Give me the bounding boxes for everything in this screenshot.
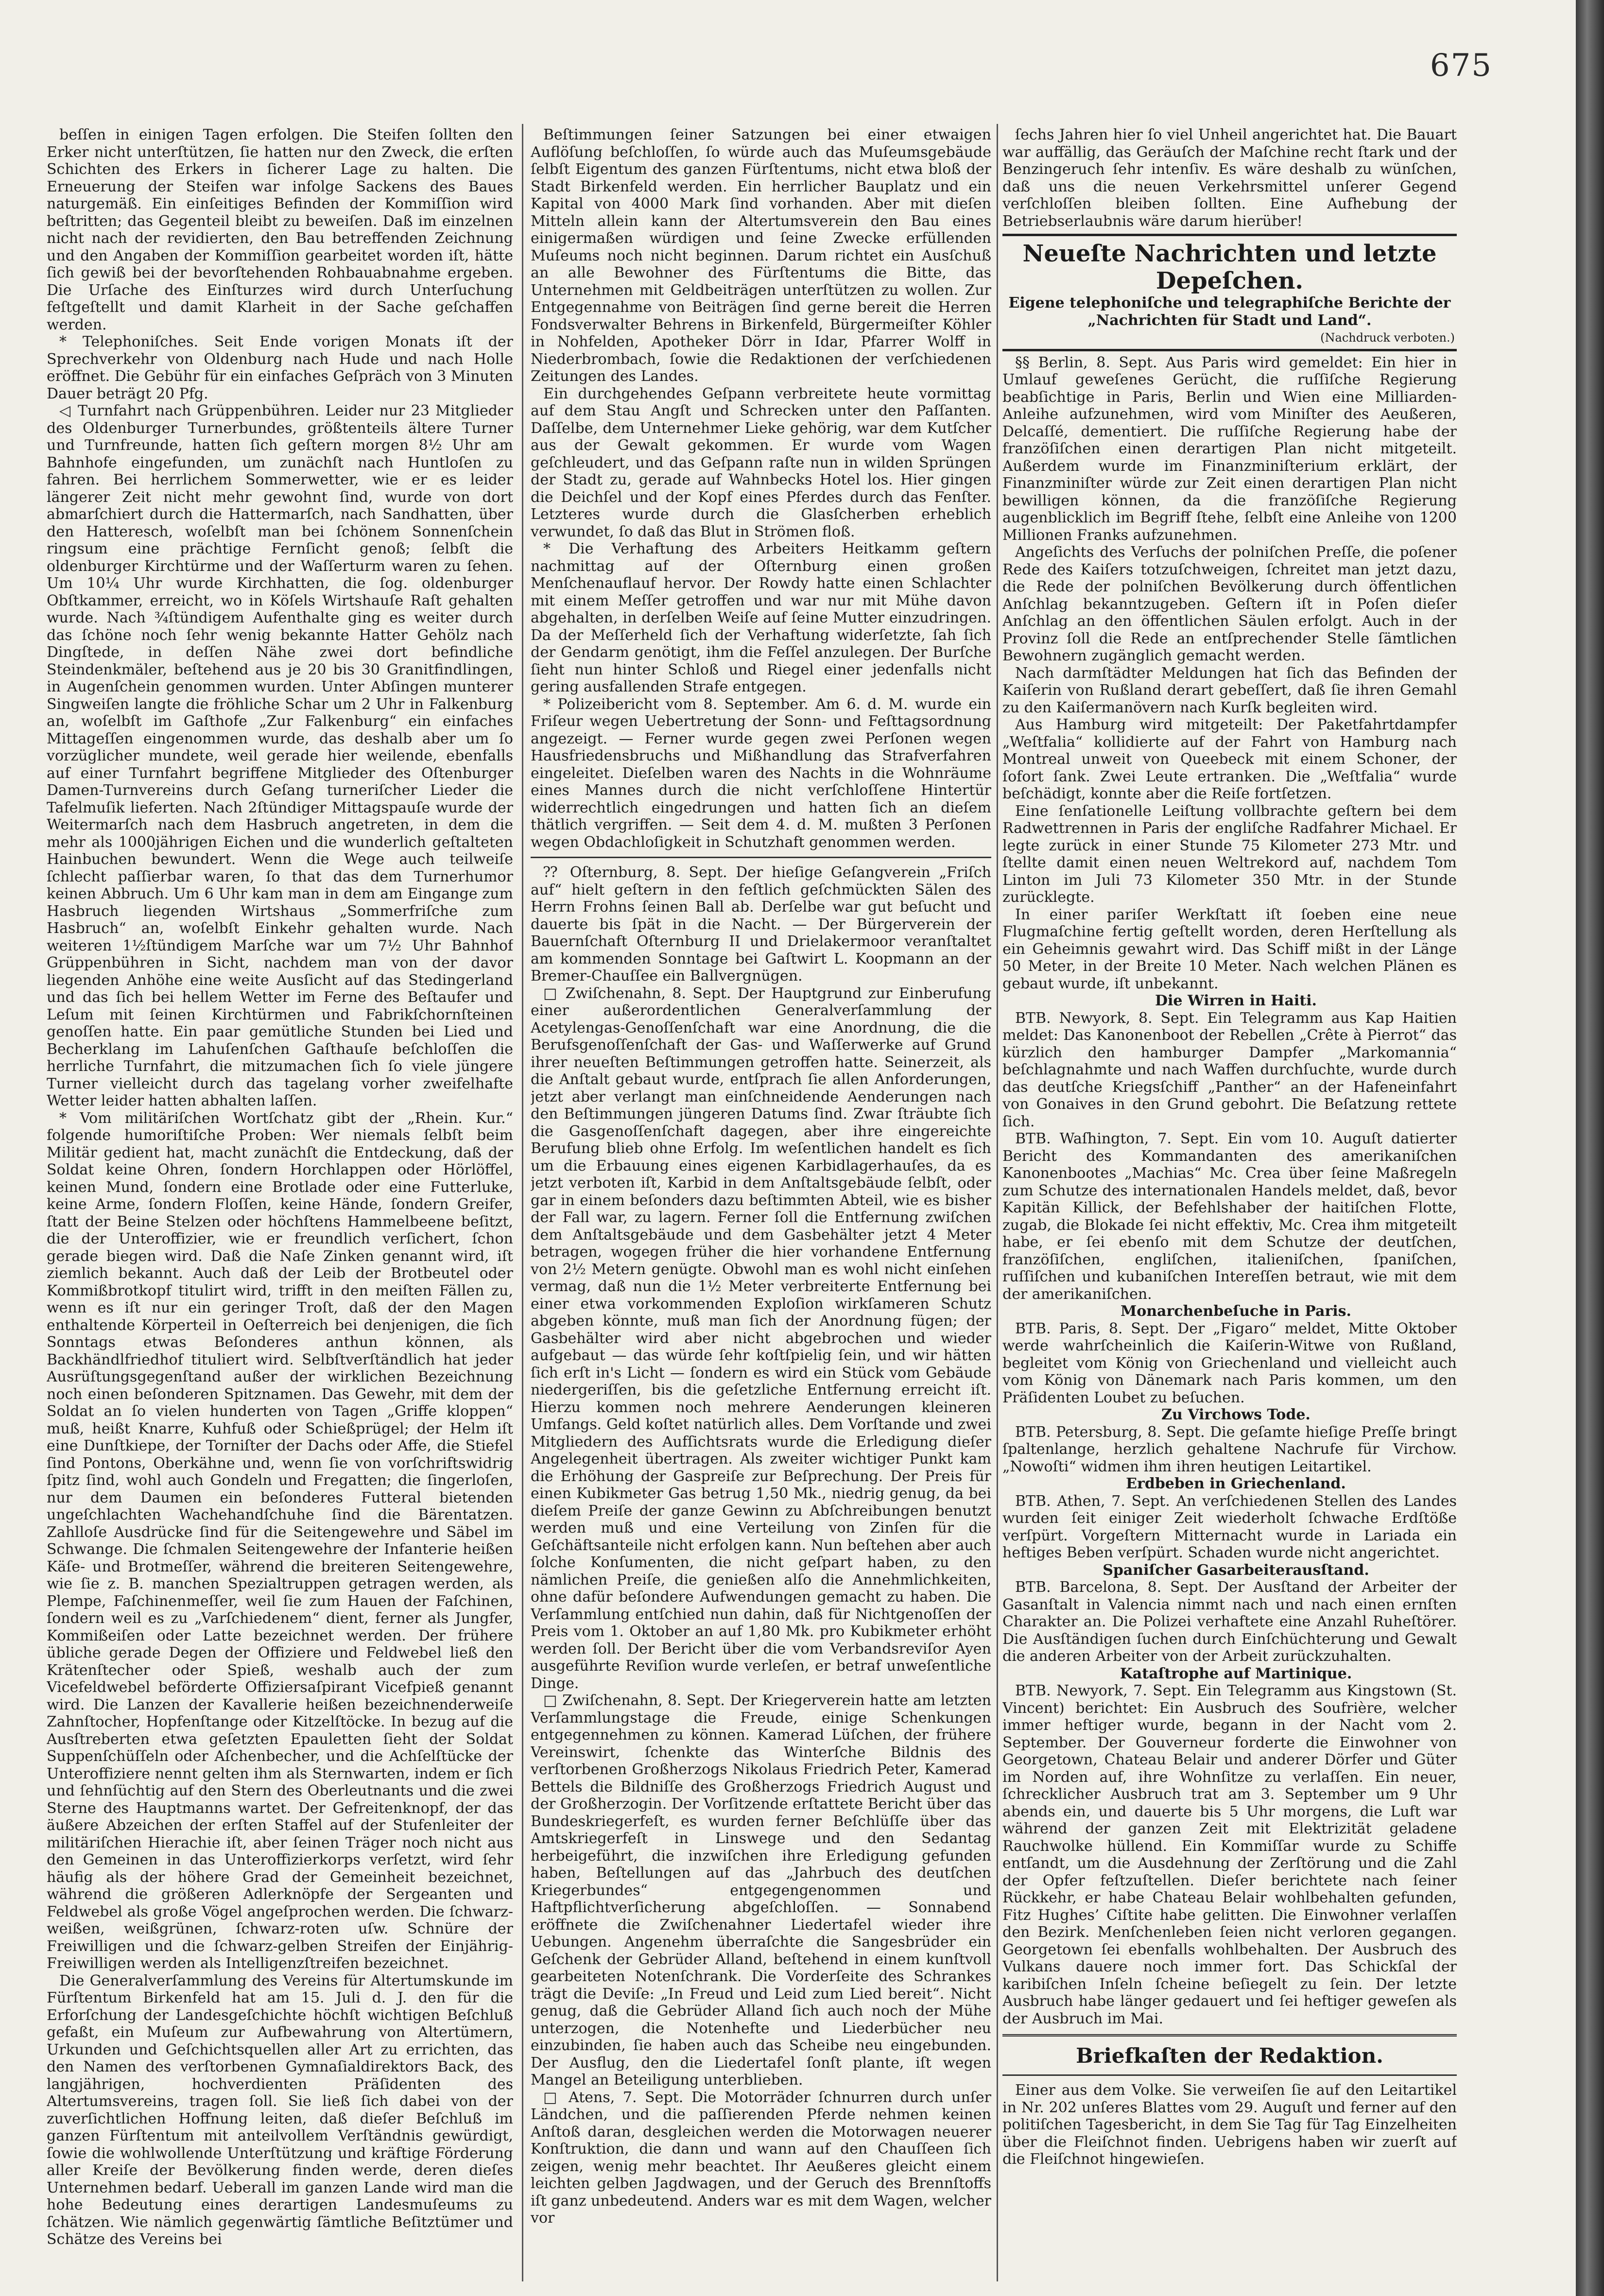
article-zwischenahn-krieger: □ Zwiſchenahn, 8. Sept. Der Kriegerverein hatte am letzten Verſammlungstage die Freude, einige Schenkungen entgegennehmen zu können. Kamerad Lüſchen, der frühere Vereinswirt, ſchenkte das Winterſche Bildnis des verſtorbenen Großherzogs Nikolaus Friedrich Peter, Kamerad Bettels die Bildniſſe des Großherzogs Friedrich August und der Großherzogin. Der Vorſitzende erſtattete Bericht über das Bundeskriegerfeſt, es wurden ferner Beſchlüſſe über das Amtskriegerfeſt in Linswege und den Sedantag herbeigeführt, die inzwiſchen ihre Erledigung gefunden haben, Beſtellungen auf das „Jahrbuch des deutſchen Kriegerbundes“ entgegengenommen und Haftpflichtverſicherung abgeſchloſſen. — Sonnabend eröffnete die Zwiſchenahner Liedertafel wieder ihre Uebungen. Angenehm überraſchte die Sangesbrüder ein Geſchenk der Gebrüder Alland, beſtehend in einem kunſtvoll gearbeiteten Notenſchrank. Die Vorderſeite des Schrankes trägt die Deviſe: „In Freud und Leid zum Lied bereit“. Nicht genug, daß die Gebrüder Alland ſich auch noch der Mühe unterzogen, die Notenhefte und Liederbücher neu einzubinden, ſie haben auch das Scheibe neu eingebunden. Der Ausflug, den die Liedertafel ſonſt plante, iſt wegen Mangel an Beteiligung unterblieben. (531, 1692, 991, 2089)
subhead-virchow: Zu Virchows Tode. (1161, 1406, 1311, 1423)
subhead-erdbeben: Erdbeben in Griechenland. (1126, 1475, 1346, 1492)
divider (531, 857, 991, 858)
article-osternburg: ⁇ Oſternburg, 8. Sept. Der hieſige Geſangverein „Friſch auf“ hielt geſtern in den feſtlich geſchmückten Sälen des Herrn Frohns ſeinen Ball ab. Derſelbe war gut beſucht und dauerte bis ſpät in die Nacht. — Der Bürgerverein der Bauernſchaft Oſternburg II und Drielakermoor veranſtaltet am kommenden Sonntage bei Gaſtwirt L. Koopmann an der Bremer-Chauſſee ein Ballvergnügen. (531, 864, 991, 984)
column-3 (1002, 126, 1457, 2274)
dispatch-berlin: §§ Berlin, 8. Sept. Aus Paris wird gemeldet: Ein hier in Umlauf geweſenes Gerücht, die ruſſiſche Regierung beabſichtige in Paris, Berlin und Wien eine Milliarden-Anleihe aufzunehmen, wird vom Miniſter des Aeußeren, Delcaſſé, dementiert. Die ruſſiſche Regierung habe der franzöſiſchen einen derartigen Plan nicht mitgeteilt. Außerdem wurde im Finanzminiſterium erklärt, der Finanzminiſter würde zur Zeit einen derartigen Plan nicht bewilligen können, da die franzöſiſche Regierung augenblicklich im Begriff ſtehe, ſelbſt eine Anleihe von 1200 Millionen Franks aufzunehmen. (1002, 354, 1457, 544)
subhead-paris: Monarchenbeſuche in Paris. (1120, 1303, 1352, 1320)
dispatch-barcelona: BTB. Barcelona, 8. Sept. Der Ausſtand der Arbeiter der Gasanſtalt in Valencia nimmt nach und nach einen ernſten Charakter an. Die Polizei verhaftete eine Anzahl Ruheſtörer. Die Ausſtändigen ſuchen durch Einſchüchterung und Gewalt die anderen Arbeiter von der Arbeit zurückzuhalten. (1002, 1579, 1457, 1665)
page-binding (1576, 0, 1604, 2296)
column-rule (522, 124, 523, 2281)
column-rule (997, 124, 998, 2281)
article-gespann: Ein durchgehendes Geſpann verbreitete heute vormittag auf dem Stau Angſt und Schrecken unter den Paſſanten. Daſſelbe, dem Unternehmer Lieke gehörig, war dem Kutſcher aus der Gewalt gekommen. Er wurde vom Wagen geſchleudert, und das Geſpann raſte nun in wilden Sprüngen der Stadt zu, gerade auf Wahnbecks Hotel los. Hier gingen die Deichſel und der Kopf eines Pferdes durch das Fenſter. Letzteres wurde durch die Glasſcherben erheblich verwundet, ſo daß das Blut in Strömen floß. (531, 385, 991, 540)
article-zwischenahn-gas: □ Zwiſchenahn, 8. Sept. Der Hauptgrund zur Einberufung einer außerordentlichen Generalverſammlung der Acetylengas-Genoſſenſchaft war eine Anordnung, die die Berufsgenoſſenſchaft der Gas- und Waſſerwerke auf Grund ihrer neueſten Beſtimmungen getroffen hatte. Seinerzeit, als die Anſtalt gebaut wurde, entſprach ſie allen Anforderungen, jetzt aber verlangt man einſchneidende Aenderungen nach den Beſtimmungen jüngeren Datums ſind. Zwar ſträubte ſich die Gasgenoſſenſchaft dagegen, aber ihre eingereichte Berufung blieb ohne Erfolg. Im weſentlichen handelt es ſich um die Erbauung eines eigenen Karbidlagerhauſes, da es jetzt verboten iſt, Karbid in dem Anſtaltsgebäude ſelbſt, oder gar in einem beſonders dazu beſtimmten Abteil, wie es bisher der Fall war, zu lagern. Ferner ſoll die Entfernung zwiſchen dem Anſtaltsgebäude und dem Gasbehälter jetzt 4 Meter betragen, wogegen früher die hier vorhandene Entfernung von 2½ Metern genügte. Obwohl man es wohl nicht einſehen vermag, daß nun die 1½ Meter verbreiterte Entfernung bei einer etwa vorkommenden Exploſion wirkſameren Schutz abgeben könnte, muß man ſich der Anordnung fügen; der Gasbehälter wird aber nicht abgebrochen und wieder aufgebaut — das würde ſehr koſtſpielig ſein, und wir hätten ſich erſt in's Licht — ſondern es wird ein Stück vom Gebäude niedergeriſſen, bis die geſetzliche Entfernung erreicht iſt. Hierzu kommen noch mehrere Aenderungen kleineren Umfangs. Geld koſtet natürlich alles. Dem Vorſtande und zwei Mitgliedern des Aufſichtsrats wurde die Erledigung dieſer Angelegenheit übertragen. Als zweiter wichtiger Punkt kam die Erhöhung der Gaspreiſe zur Beſprechung. Der Preis für einen Kubikmeter Gas betrug 1,50 Mk., niedrig genug, da bei dieſem Preiſe der ganze Gewinn zu Abſchreibungen benutzt werden muß und eine Verteilung von Zinſen für die Geſchäftsanteile nicht erfolgen kann. Nun beſtehen aber auch ſolche Konſumenten, die nicht geſpart haben, zu den nämlichen Preiſe, die genießen alſo die Annehmlichkeiten, ohne dafür beſondere Aufwendungen gemacht zu haben. Die Verſammlung entſchied nun dahin, daß für Nichtgenoſſen der Preis vom 1. Oktober an auf 1,80 Mk. pro Kubikmeter erhöht werden ſoll. Der Bericht über die vom Verbandsreviſor Ayen ausgeführte Reviſion wurde verleſen, er betraf unweſentliche Dinge. (531, 984, 991, 1692)
dispatch-paris: BTB. Paris, 8. Sept. Der „Figaro“ meldet, Mitte Oktober werde wahrſcheinlich die Kaiſerin-Witwe von Rußland, begleitet vom König von Griechenland und vielleicht auch vom König von Dänemark nach Paris kommen, um den Präſidenten Loubet zu beſuchen. (1002, 1320, 1457, 1406)
article-museum: Die Generalverſammlung des Vereins für Altertumskunde im Fürſtentum Birkenfeld hat am 15. Juli d. J. den für die Erforſchung der Landesgeſchichte höchſt wichtigen Beſchluß gefaßt, ein Muſeum zur Aufbewahrung von Altertümern, Urkunden und Geſchichtsquellen aller Art zu errichten, das den Namen des verſtorbenen Gymnaſialdirektors Back, des langjährigen, hochverdienten Präſidenten des Altertumsvereins, tragen ſoll. Sie ließ ſich dabei von der zuverſichtlichen Hoffnung leiten, daß dieſer Beſchluß im ganzen Fürſtentum mit anteilvollem Verſtändnis gewürdigt, ſowie die wohlwollende Unterſtützung und kräftige Förderung aller Kreiſe der Bevölkerung finden werde, deren dieſes Unternehmen bedarf. Ueberall im ganzen Lande wird man die hohe Bedeutung eines derartigen Landesmuſeums zu ſchätzen. Wie nämlich gegenwärtig ſämtliche Beſitztümer und Schätze des Vereins bei (47, 1972, 513, 2248)
divider (1002, 2034, 1457, 2037)
subhead-haiti: Die Wirren in Haiti. (1155, 992, 1317, 1009)
article-paragraph: beſſen in einigen Tagen erfolgen. Die Steifen ſollten den Erker nicht unterſtützen, ſie hatten nur den Zweck, die erſten Schichten des Erkers in ſicherer Lage zu halten. Die Erneuerung der Steifen war infolge Sackens des Baues naturgemäß. Ein einſeitiges Befinden der Kommiſſion wird beſtritten; das Gegenteil bleibt zu beweiſen. Daß im einzelnen nicht nach der revidierten, den Bau betreffenden Zeichnung und den Angaben der Kommiſſion gearbeitet worden iſt, hätte ſich gewiß bei der bevorſtehenden Rohbauabnahme ergeben. Die Urſache des Einſturzes wird durch Unterſuchung feſtgeſtellt und damit Klarheit in der Sache geſchaffen werden. (47, 126, 513, 333)
dispatch-posen: Angeſichts des Verſuchs der polniſchen Preſſe, die poſener Rede des Kaiſers totzuſchweigen, ſchreitet man jetzt dazu, die Rede der polniſchen Bevölkerung durch öffentlichen Anſchlag bekanntzugeben. Geſtern iſt in Poſen dieſer Anſchlag an den öffentlichen Säulen erfolgt. Auch in der Provinz ſoll die Rede an entſprechender Stelle ſämtlichen Bewohnern zugänglich gemacht werden. (1002, 544, 1457, 664)
page-number: 675 (1430, 48, 1492, 84)
dispatch-newyork: BTB. Newyork, 8. Sept. Ein Telegramm aus Kap Haitien meldet: Das Kanonenboot der Rebellen „Crête à Pierrot“ das kürzlich den hamburger Dampfer „Markomannia“ beſchlagnahmte und nach Waffen durchſuchte, wurde durch das deutſche Kriegsſchiff „Panther“ an der Hafeneinfahrt von Gonaives in den Grund gebohrt. Die Beſatzung rettete ſich. (1002, 1009, 1457, 1130)
subhead-martinique: Kataſtrophe auf Martinique. (1120, 1665, 1352, 1682)
article-wortschatz: * Vom militäriſchen Wortſchatz gibt der „Rhein. Kur.“ folgende humoriſtiſche Proben: Wer niemals ſelbſt beim Militär gedient hat, macht zunächſt die Entdeckung, daß der Soldat keine Ohren, ſondern Horchlappen oder Hörlöffel, keinen Mund, ſondern eine Brotlade oder eine Futterluke, keine Arme, ſondern Floſſen, keine Hände, ſondern Greifer, ſtatt der Beine Stelzen oder höchſtens Hammelbeene beſitzt, die der Unteroffizier, wie er freundlich verſichert, ſchon gerade biegen wird. Daß die Naſe Zinken genannt wird, iſt ziemlich bekannt. Auch daß der Leib der Brotbeutel oder Kommißbrotkopf titulirt wird, trifft in den meiſten Fällen zu, wenn es iſt nur ein geringer Troſt, daß der den Magen enthaltende Körperteil in Oeſterreich bei denjenigen, die ſich Sonntags etwas Beſonderes anthun können, als Backhändlfriedhof tituliert wird. Selbſtverſtändlich hat jeder Ausrüſtungsgegenſtand außer der wirklichen Bezeichnung noch einen beſonderen Spitznamen. Das Gewehr, mit dem der Soldat an ſo vielen hunderten von Tagen „Griffe kloppen“ muß, heißt Knarre, Kuhfuß oder Schießprügel; der Helm iſt eine Dunſtkiepe, der Torniſter der Dachs oder Affe, die Stiefel ſind Pontons, Oberkähne und, wenn ſie von vorſchriftswidrig ſpitz ſind, wohl auch Gondeln und Fregatten; die ſingerloſen, nur dem Daumen ein beſonderes Futteral bietenden ungeſchlachten Wachehandſchuhe ſind die Bärentatzen. Zahlloſe Ausdrücke ſind für die Seitengewehre und Säbel im Schwange. Die ſchmalen Seitengewehre der Infanterie heißen Käſe- und Brotmeſſer, während die breiteren Seitengewehre, wie ſie z. B. manchen Spezialtruppen getragen werden, als Plempe, Faſchinenmeſſer, weil ſie zum Hauen der Faſchinen, ſondern weil es zu „Varſchiedenem“ dient, ferner als Jungfer, Kommißeiſen oder Latte bezeichnet werden. Der frühere übliche gerade Degen der Offiziere und Feldwebel ließ den Krätenſtecher oder Spieß, weshalb auch der zum Vicefeldwebel beförderte Offiziersaſpirant Vicefpieß genannt wird. Die Lanzen der Kavallerie heißen bezeichnenderweiſe Zahnſtocher, Hopfenſtange oder Kitzelſtöcke. In bezug auf die Ausſtreberten etwa geſetzten Epauletten ſieht der Soldat Suppenſchüſſeln oder Aſchenbecher, und die Achſelſtücke der Unteroffiziere nennt gelten ihm als Sternwarten, indem er ſich und ſehnſüchtig auf den Stern des Oberleutnants und die zwei Sterne des Hauptmanns wartet. Der Gefreitenknopf, der das äußere Abzeichen der erſten Staffel auf der Stufenleiter der militäriſchen Hierachie iſt, aber ſeinen Träger noch nicht aus den Gemeinen in das Unteroffizierkorps verſetzt, wird ſehr häufig als der höhere Grad der Gemeinheit bezeichnet, während die größeren Adlerknöpfe der Sergeanten und Feldwebel als große Vögel angeſprochen werden. Die ſchwarz-weißen, weißgrünen, ſchwarz-roten uſw. Schnüre der Freiwilligen und die ſchwarz-gelben Streifen der Einjährig-Freiwilligen werden als Intelligenzſtreifen bezeichnet. (47, 1109, 513, 1972)
dispatch-athen: BTB. Athen, 7. Sept. An verſchiedenen Stellen des Landes wurden ſeit einiger Zeit wiederholt ſchwache Erdſtöße verſpürt. Vorgeſtern Mitternacht wurde in Lariada ein heftiges Beben verſpürt. Schaden wurde nicht angerichtet. (1002, 1492, 1457, 1561)
news-section-note: (Nachdruck verboten.) (1320, 331, 1455, 345)
dispatch-darmstadt: Nach darmſtädter Meldungen hat ſich das Befinden der Kaiſerin von Rußland derart gebeſſert, daß ſie ihren Gemahl zu den Kaiſermanövern nach Kurſk begleiten wird. (1002, 664, 1457, 716)
divider (1002, 2074, 1457, 2076)
article-polizeibericht: * Polizeibericht vom 8. September. Am 6. d. M. wurde ein Friſeur wegen Uebertretung der Sonn- und Feſttagsordnung angezeigt. — Ferner wurde gegen zwei Perſonen wegen Hausfriedensbruchs und Mißhandlung das Strafverfahren eingeleitet. Dieſelben waren des Nachts in die Wohnräume eines Mannes durch die nicht verſchloſſene Hintertür widerrechtlich eingedrungen und hatten ſich an dieſem thätlich vergriffen. — Seit dem 4. d. M. mußten 3 Perſonen wegen Obdachloſigkeit in Schutzhaft genommen werden. (531, 695, 991, 851)
article-paragraph: Beſtimmungen ſeiner Satzungen bei einer etwaigen Auflöſung beſchloſſen, ſo würde auch das Muſeumsgebäude ſelbſt Eigentum des ganzen Fürſtentums, nicht etwa bloß der Stadt Birkenfeld werden. Ein herrlicher Bauplatz und ein Kapital von 4000 Mark ſind vorhanden. Aber mit dieſen Mitteln allein kann der Altertumsverein den Bau eines einigermaßen würdigen und ſeine Zwecke erfüllenden Muſeums noch nicht beginnen. Darum richtet ein Ausſchuß an alle Bewohner des Fürſtentums die Bitte, das Unternehmen mit Geldbeiträgen unterſtützen zu wollen. Zur Entgegennahme von Beiträgen ſind gerne bereit die Herren Fondsverwalter Behrens in Birkenfeld, Bürgermeiſter Köhler in Nohfelden, Apotheker Dörr in Idar, Pfarrer Wolff in Niederbrombach, ſowie die Redaktionen der verſchiedenen Zeitungen des Landes. (531, 126, 991, 385)
article-paragraph: ſechs Jahren hier ſo viel Unheil angerichtet hat. Die Bauart war auffällig, das Geräuſch der Maſchine recht ſtark und der Benzingeruch ſehr intenſiv. Es wäre deshalb zu wünſchen, daß uns die neuen Verkehrsmittel unſerer Gegend verſchloſſen bleiben ſollten. Eine Aufhebung der Betriebserlaubnis wäre darum hierüber! (1002, 126, 1457, 230)
dispatch-flugmaschine: In einer pariſer Werkſtatt iſt ſoeben eine neue Flugmaſchine fertig geſtellt worden, deren Herſtellung als ein Geheimnis gewahrt wird. Das Schiff mißt in der Länge 50 Meter, in der Breite 10 Meter. Nach welchen Plänen es gebaut wurde, iſt unbekannt. (1002, 906, 1457, 992)
article-atens: □ Atens, 7. Sept. Die Motorräder ſchnurren durch unſer Ländchen, und die paſſierenden Pferde nehmen keinen Anſtoß daran, desgleichen werden die Motorwagen neuerer Konſtruktion, die dann und wann auf den Chauſſeen ſich zeigen, wenig mehr beachtet. Ihr Aeußeres gleicht einem leichten gelben Jagdwagen, und der Geruch des Brennſtoffs iſt ganz unbedeutend. Anders war es mit dem Wagen, welcher vor (531, 2089, 991, 2227)
dispatch-hamburg: Aus Hamburg wird mitgeteilt: Der Paketfahrtdampfer „Weſtfalia“ kollidierte auf der Fahrt von Hamburg nach Montreal unweit von Queebeck mit einem Schoner, der ſofort ſank. Zwei Leute ertranken. Die „Weſtfalia“ wurde beſchädigt, konnte aber die Reiſe fortſetzen. (1002, 716, 1457, 802)
column-1 (47, 126, 513, 2274)
dispatch-martinique: BTB. Newyork, 7. Sept. Ein Telegramm aus Kingstown (St. Vincent) berichtet: Ein Ausbruch des Soufrière, welcher immer heftiger wurde, begann in der Nacht vom 2. September. Der Gouverneur forderte die Einwohner von Georgetown, Chateau Belair und anderer Dörfer und Güter im Norden auf, ihre Wohnſitze zu verlaſſen. Ein neuer, ſchrecklicher Ausbruch trat am 3. September um 9 Uhr abends ein, und dauerte bis 5 Uhr morgens, die Luft war während der ganzen Zeit mit Elektrizität geladene Rauchwolke hüllend. Ein Kommiſſar wurde zu Schiffe entſandt, um die Ausdehnung der Zerſtörung und die Zahl der Opfer feſtzuſtellen. Dieſer berichtete nach ſeiner Rückkehr, er habe Chateau Belair wohlbehalten gefunden, Fitz Hughes’ Ciſtite habe gelitten. Die Einwohner verlaſſen den Bezirk. Menſchenleben ſeien nicht verloren gegangen. Georgetown ſei ebenfalls wohlbehalten. Der Ausbruch des Vulkans dauere noch immer fort. Das Schickſal der karibiſchen Inſeln ſcheine beſiegelt zu ſein. Der letzte Ausbruch habe länger gedauert und ſei heftiger geweſen als der Ausbruch im Mai. (1002, 1682, 1457, 2027)
article-telephone: * Telephoniſches. Seit Ende vorigen Monats iſt der Sprechverkehr von Oldenburg nach Hude und nach Holle eröffnet. Die Gebühr für ein einfaches Geſpräch von 3 Minuten Dauer beträgt 20 Pfg. (47, 333, 513, 402)
column-2 (531, 126, 991, 2274)
article-verhaftung: * Die Verhaftung des Arbeiters Heitkamm geſtern nachmittag auf der Oſternburg einen großen Menſchenauflauf hervor. Der Rowdy hatte einen Schlachter mit einem Meſſer getroffen und war nur mit Mühe davon abgehalten, in derſelben Weiſe auf ſeine Mutter einzudringen. Da der Meſſerheld ſich der Verhaftung widerſetzte, ſah ſich der Gendarm genötigt, ihm die Feſſel anzulegen. Der Burſche ſieht nun hinter Schloß und Riegel einer jedenfalls nicht gering ausfallenden Strafe entgegen. (531, 540, 991, 695)
subhead-gasarbeiter: Spaniſcher Gasarbeiterausſtand. (1103, 1561, 1369, 1579)
news-section-title: Neueſte Nachrichten und letzte Depeſchen. (1022, 240, 1437, 294)
dispatch-petersburg: BTB. Petersburg, 8. Sept. Die geſamte hieſige Preſſe bringt ſpaltenlange, herzlich gehaltene Nachrufe für Virchow. „Nowoſti“ widmen ihm ihren heutigen Leitartikel. (1002, 1423, 1457, 1475)
article-turnfahrt: ◁ Turnfahrt nach Grüppenbühren. Leider nur 23 Mitglieder des Oldenburger Turnerbundes, größtenteils ältere Turner und Turnfreunde, hatten ſich geſtern morgen 8½ Uhr am Bahnhofe eingefunden, um zunächſt nach Huntloſen zu fahren. Bei herrlichem Sommerwetter, wie er es leider längerer Zeit nicht mehr gewohnt ſind, wurde von dort abmarſchiert durch die Hattermarſch, nach Sandhatten, über den Hatteresch, woſelbſt man bei ſchönem Sonnenſchein ringsum eine prächtige Fernſicht genoß; ſelbſt die oldenburger Kirchtürme und der Waſſerturm waren zu ſehen. Um 10¼ Uhr wurde Kirchhatten, die ſog. oldenburger Obſtkammer, erreicht, wo in Köſels Wirtshauſe Raſt gehalten wurde. Nach ¾ſtündigem Aufenthalte ging es weiter durch das ſchöne noch ſehr wenig bekannte Hatter Gehölz nach Dingſtede, in deſſen Nähe zwei dort befindliche Steindenkmäler, beſtehend aus je 20 bis 30 Granitfindlingen, in Augenſchein genommen wurden. Unter Abſingen munterer Singweiſen langte die fröhliche Schar um 2 Uhr in Falkenburg an, woſelbſt im Gaſthofe „Zur Falkenburg“ ein einfaches Mittageſſen eingenommen wurde, das deshalb aber um ſo vorzüglicher mundete, weil gerade hier weilende, ebenfalls auf einer Turnfahrt begriffene Mitglieder des Oſtenburger Damen-Turnvereins durch Geſang turneriſcher Lieder die Tafelmuſik lieferten. Nach 2ſtündiger Mittagspauſe wurde der Weitermarſch nach dem Hasbruch angetreten, in dem die mehr als 1000jährigen Eichen und die wunderlich geſtalteten Hainbuchen bewundert. Wenn die Wege auch teilweiſe ſchlecht paſſierbar waren, ſo that das dem Turnerhumor keinen Abbruch. Um 6 Uhr kam man in dem am Eingange zum Hasbruch liegenden Wirtshaus „Sommerfriſche zum Hasbruch“ an, woſelbſt Einkehr gehalten wurde. Nach weiteren 1½ſtündigem Marſche war um 7½ Uhr Bahnhof Grüppenbühren in Sicht, nachdem man von der davor liegenden Anhöhe eine weite Ausſicht auf das Stedingerland und das ſich bei hellem Wetter im Ferne des Beſtaufer und Leſum mit ſeinen Kirchtürmen und Fabrikſchornſteinen genoſſen hatte. Ein paar gemütliche Stunden bei Lied und Becherklang im Lahuſenſchen Gaſthauſe beſchloſſen die herrliche Turnfahrt, die mitzumachen ſich ſo viele jüngere Turner vielleicht durch das tagelang vorher zweifelhafte Wetter leider hatten abhalten laſſen. (47, 402, 513, 1109)
dispatch-paris-rad: Eine ſenſationelle Leiſtung vollbrachte geſtern bei dem Radwettrennen in Paris der engliſche Radfahrer Michael. Er legte zurück in einer Stunde 75 Kilometer 273 Mtr. und ſtellte damit einen neuen Weltrekord auf, nachdem Tom Linton im Juli 73 Kilometer 350 Mtr. in der Stunde zurücklegte. (1002, 802, 1457, 906)
letterbox-text: Einer aus dem Volke. Sie verweiſen ſie auf den Leitartikel in Nr. 202 unſeres Blattes vom 29. Auguſt und ferner auf den politiſchen Tagesbericht, in dem Sie Tag für Tag Einzelheiten über die Fleiſchnot finden. Uebrigens haben wir zuerſt auf die Fleiſchnot hingewieſen. (1002, 2082, 1457, 2168)
dispatch-washington: BTB. Waſhington, 7. Sept. Ein vom 10. Auguſt datierter Bericht des Kommandanten des amerikaniſchen Kanonenbootes „Machias“ Mc. Crea über ſeine Maßregeln zum Schutze des internationalen Handels meldet, daß, bevor Kapitän Killick, der Befehlshaber der haitiſchen Flotte, zugab, die Blokade ſei nicht effektiv, Mc. Crea ihm mitgeteilt habe, er ſei ebenſo mit dem Schutze der deutſchen, franzöſiſchen, engliſchen, italieniſchen, ſpaniſchen, ruſſiſchen und kubaniſchen Intereſſen betraut, wie mit dem der amerikaniſchen. (1002, 1130, 1457, 1303)
news-section-subtitle: Eigene telephoniſche und telegraphiſche Berichte der „Nachrichten für Stadt und Land“. (1008, 294, 1451, 329)
news-section-header (1002, 234, 1457, 351)
letterbox-title: Briefkaſten der Redaktion. (1076, 2044, 1383, 2068)
